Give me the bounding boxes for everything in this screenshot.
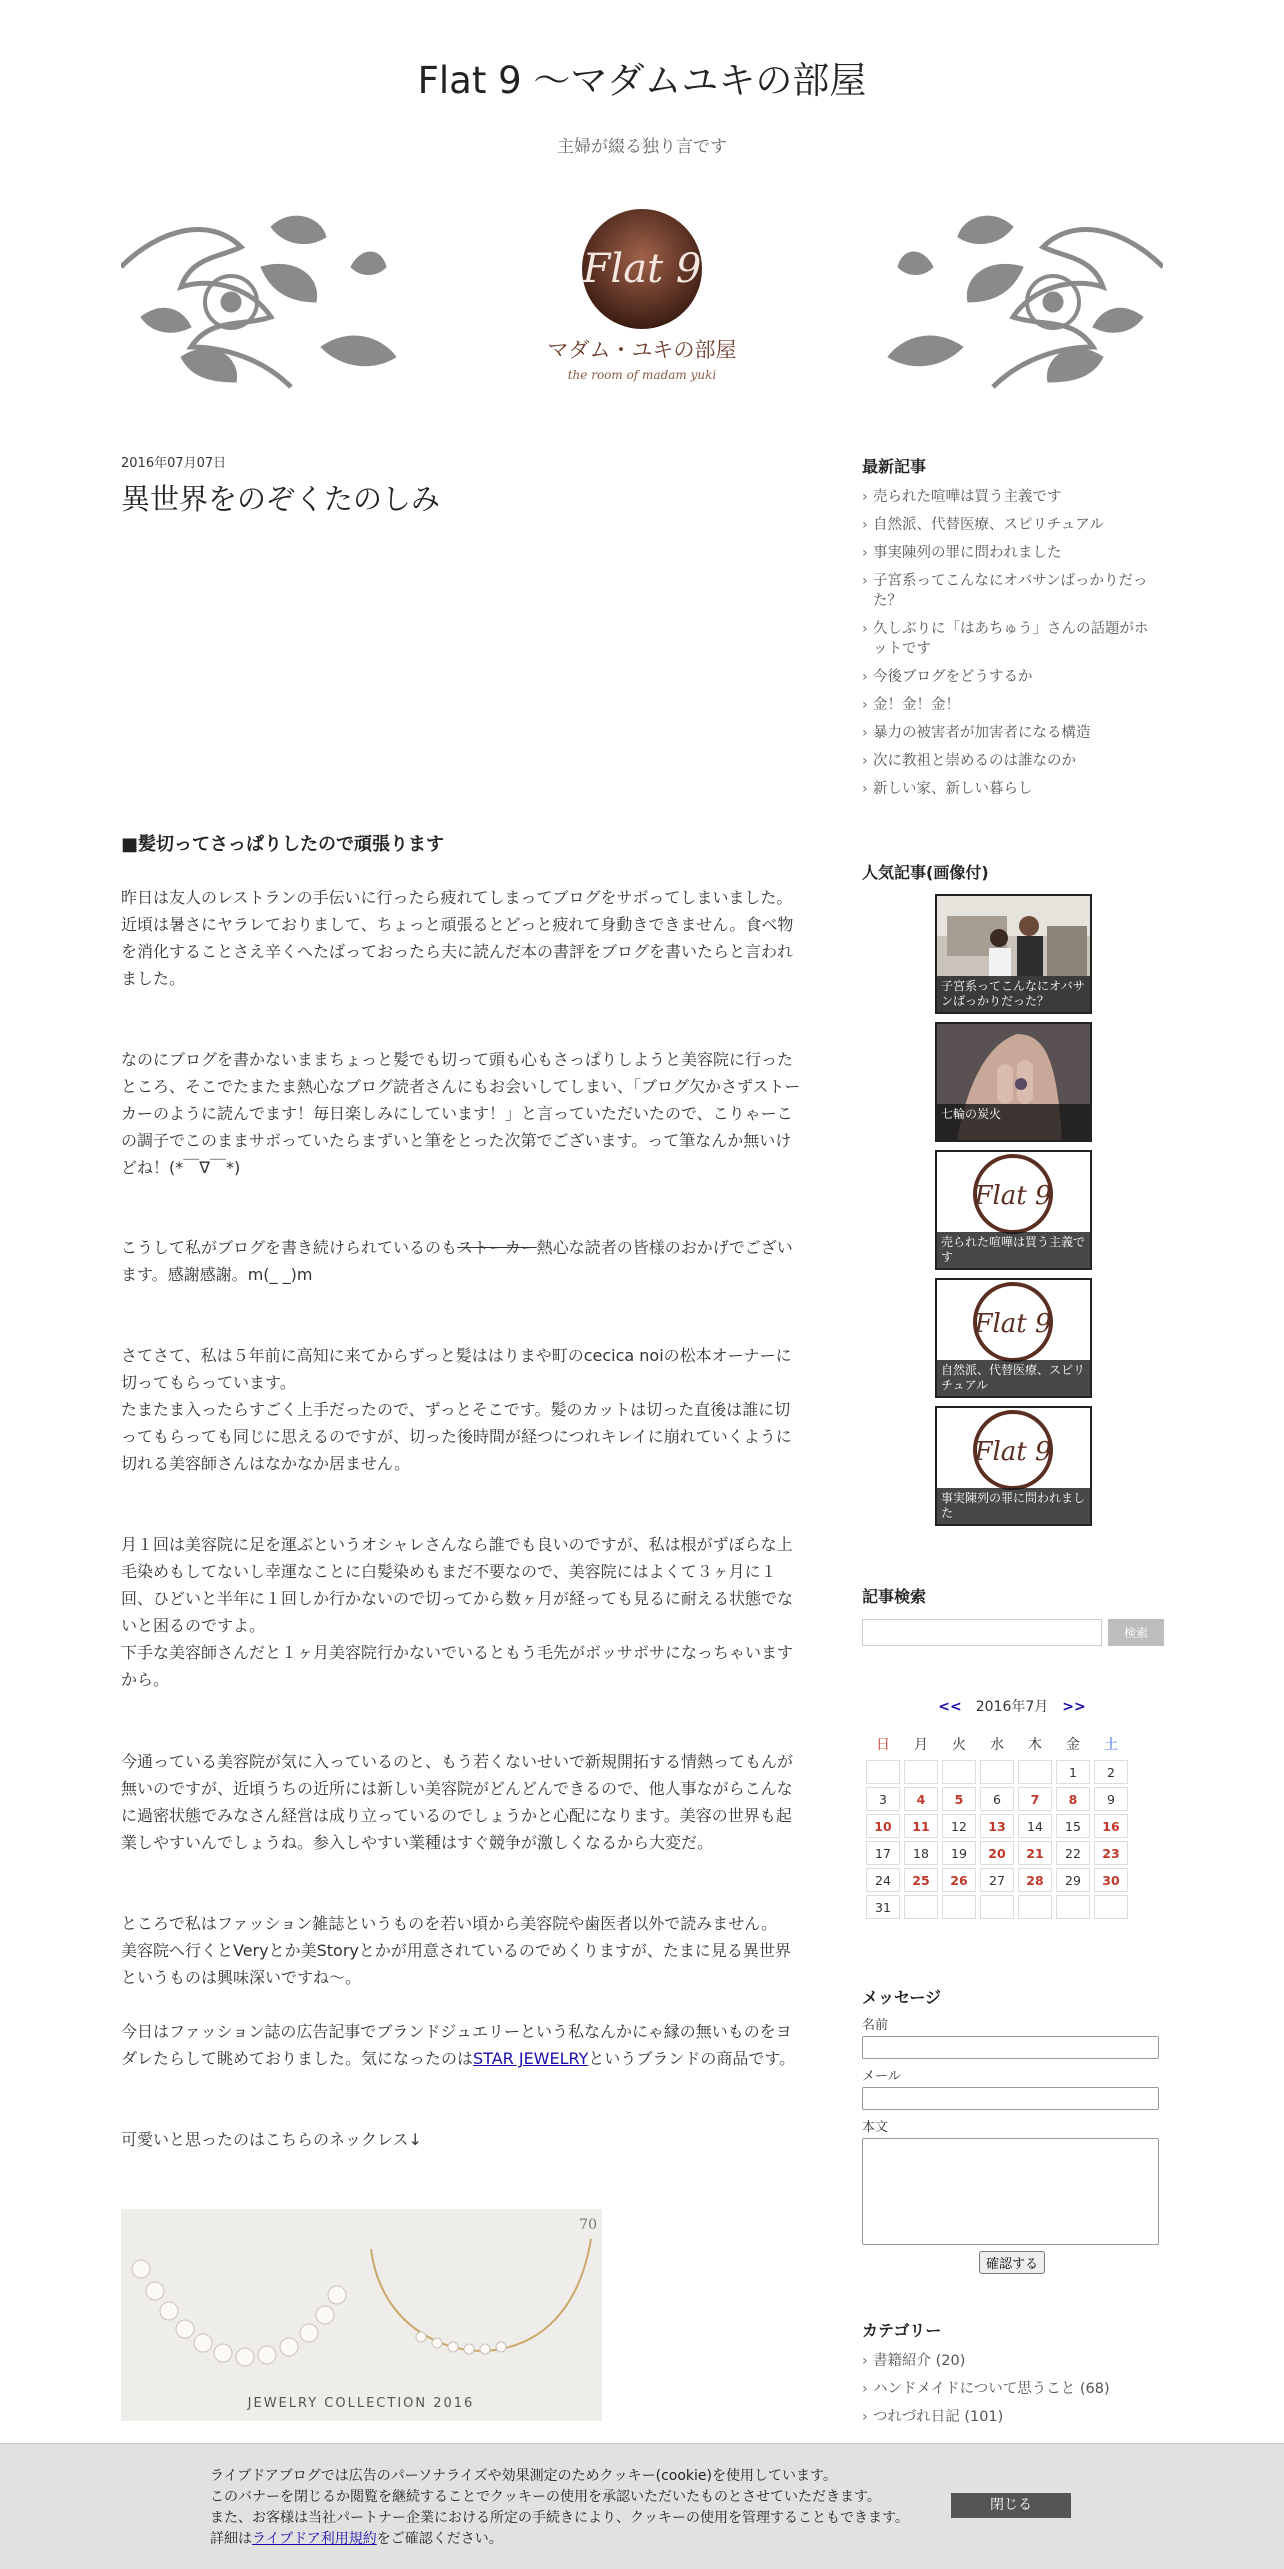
recent-post-link[interactable]: › 自然派、代替医療、スピリチュアル <box>862 515 1162 535</box>
necklace-image[interactable] <box>121 2209 602 2421</box>
calendar-next-link[interactable]: >> <box>1062 1699 1086 1715</box>
paragraph-9: 可愛いと思ったのはこちらのネックレス↓ <box>121 2130 422 2149</box>
calendar-day[interactable]: 16 <box>1094 1814 1128 1838</box>
calendar-prev-link[interactable]: << <box>938 1699 962 1715</box>
site-subtitle: 主婦が綴る独り言です <box>557 137 727 157</box>
article <box>121 452 801 2411</box>
calendar-day <box>980 1760 1014 1784</box>
calendar-table <box>862 1728 1132 1922</box>
popular-posts-title: 人気記事(画像付) <box>862 863 989 882</box>
body-textarea[interactable] <box>862 2138 1159 2245</box>
paragraph-4-line-a: さてさて、私は５年前に高知に来てからずっと髪ははりまや町のcecica noiの松本オーナーに切ってもらっています。 <box>121 1346 792 1392</box>
calendar-day[interactable]: 28 <box>1018 1868 1052 1892</box>
calendar-day[interactable]: 25 <box>904 1868 938 1892</box>
cookie-line: このバナーを閉じるか閲覧を継続することでクッキーの使用を承認いただいたものとさせていただきます。 <box>210 2489 881 2505</box>
calendar-widget <box>862 1696 1162 1936</box>
popular-posts-widget <box>862 860 1162 1530</box>
section-heading: ■髪切ってさっぱりしたので頑張ります <box>121 834 445 855</box>
calendar-day <box>1056 1895 1090 1919</box>
svg-text:Flat 9: Flat 9 <box>974 1181 1052 1211</box>
paragraph-5-line-b: 下手な美容師さんだと１ヶ月美容院行かないでいるともう毛先がボッサボサになっちゃいますから。 <box>121 1643 794 1689</box>
popular-post-card[interactable] <box>935 1406 1092 1526</box>
paragraph-3-start: こうして私がブログを書き続けられているのも <box>121 1238 458 1257</box>
popular-post-title: 事実陳列の罪に問われました <box>937 1488 1090 1524</box>
star-jewelry-link[interactable]: STAR JEWELRY <box>473 2049 589 2068</box>
paragraph-3 <box>121 1234 804 1288</box>
category-widget <box>862 2318 1162 2435</box>
site-banner[interactable] <box>121 207 1163 397</box>
calendar-day <box>980 1895 1014 1919</box>
calendar-day <box>942 1760 976 1784</box>
paragraph-7-line-a: ところで私はファッション雑誌というものを若い頃から美容院や歯医者以外で読みません。 <box>121 1914 778 1933</box>
recent-post-link[interactable]: › 事実陳列の罪に問われました <box>862 543 1162 563</box>
recent-post-link[interactable]: › 暴力の被害者が加害者になる構造 <box>862 723 1162 743</box>
calendar-month: 2016年7月 <box>975 1699 1049 1715</box>
search-widget <box>862 1584 1162 1654</box>
floral-ornament-left <box>121 216 396 387</box>
search-title: 記事検索 <box>862 1587 927 1606</box>
calendar-day[interactable]: 7 <box>1018 1787 1052 1811</box>
image-caption: JEWELRY COLLECTION 2016 <box>247 2396 475 2411</box>
calendar-day[interactable]: 5 <box>942 1787 976 1811</box>
search-button[interactable]: 検索 <box>1108 1619 1164 1646</box>
post-title[interactable]: 異世界をのぞくたのしみ <box>121 482 441 516</box>
message-title: メッセージ <box>862 1988 942 2007</box>
paragraph-8 <box>121 2018 804 2072</box>
category-link[interactable]: › 書籍紹介 (20) <box>862 2351 1162 2371</box>
svg-text:Flat 9: Flat 9 <box>974 1437 1052 1467</box>
cookie-line: ライブドアブログでは広告のパーソナライズや効果測定のためクッキー(cookie)を使用しています。 <box>210 2468 837 2484</box>
post-date: 2016年07月07日 <box>121 456 227 471</box>
paragraph-4-line-b: たまたま入ったらすごく上手だったので、ずっとそこです。髪のカットは切った直後は誰に切ってもらっても同じに思えるのですが、切った後時間が経つにつれキレイに崩れていくように切れる美容師さんはなかなか居ません。 <box>121 1400 792 1473</box>
category-link[interactable]: › つれづれ日記 (101) <box>862 2407 1162 2427</box>
banner-tagline: the room of madam yuki <box>567 368 717 382</box>
recent-posts-title: 最新記事 <box>862 457 927 476</box>
banner-site-name: マダム・ユキの部屋 <box>547 338 737 362</box>
floral-ornament-right <box>888 216 1163 387</box>
cookie-line <box>210 2529 930 2550</box>
calendar-day[interactable]: 10 <box>866 1814 900 1838</box>
popular-post-card[interactable] <box>935 1022 1092 1142</box>
recent-post-link[interactable]: › 久しぶりに「はあちゅう」さんの話題がホットです <box>862 619 1162 659</box>
calendar-day: 29 <box>1056 1868 1090 1892</box>
calendar-nav <box>862 1696 1162 1716</box>
cookie-text <box>210 2466 930 2550</box>
paragraph-5 <box>121 1531 804 1693</box>
calendar-weekday: 火 <box>952 1737 966 1753</box>
recent-post-link[interactable]: › 新しい家、新しい暮らし <box>862 779 1162 799</box>
paragraph-3-end: 熱心な読者の皆様のおかげでございます。感謝感謝。m(_ _)m <box>121 1238 793 1284</box>
calendar-day: 9 <box>1094 1787 1128 1811</box>
strikethrough-text: ストーカー <box>457 1238 537 1257</box>
name-field[interactable] <box>862 2036 1159 2059</box>
calendar-day: 1 <box>1056 1760 1090 1784</box>
terms-link[interactable]: ライブドア利用規約 <box>252 2531 377 2547</box>
calendar-day <box>1018 1760 1052 1784</box>
calendar-day: 6 <box>980 1787 1014 1811</box>
svg-text:Flat 9: Flat 9 <box>974 1309 1052 1339</box>
calendar-day: 14 <box>1018 1814 1052 1838</box>
message-widget <box>862 1985 1162 2274</box>
calendar-day[interactable]: 20 <box>980 1841 1014 1865</box>
calendar-weekday: 月 <box>914 1737 928 1753</box>
popular-post-card[interactable] <box>935 894 1092 1014</box>
name-label: 名前 <box>862 2018 889 2033</box>
calendar-weekday: 木 <box>1028 1737 1042 1753</box>
calendar-day <box>942 1895 976 1919</box>
cookie-line-end: をご確認ください。 <box>376 2531 503 2547</box>
calendar-day: 17 <box>866 1841 900 1865</box>
recent-post-link[interactable]: › 子宮系ってこんなにオバサンばっかりだった？ <box>862 571 1162 611</box>
calendar-day <box>1018 1895 1052 1919</box>
calendar-day <box>1094 1895 1128 1919</box>
calendar-day[interactable]: 26 <box>942 1868 976 1892</box>
calendar-weekday: 水 <box>990 1737 1004 1753</box>
image-corner-mark: 70 <box>579 2217 597 2233</box>
site-title[interactable]: Flat 9 〜マダムユキの部屋 <box>417 59 867 102</box>
calendar-day: 27 <box>980 1868 1014 1892</box>
calendar-day: 15 <box>1056 1814 1090 1838</box>
popular-post-title: 自然派、代替医療、スピリチュアル <box>937 1360 1090 1396</box>
calendar-day: 3 <box>866 1787 900 1811</box>
recent-post-link[interactable]: › 金！金！金！ <box>862 695 1162 715</box>
recent-post-link[interactable]: › 次に教祖と崇めるのは誰なのか <box>862 751 1162 771</box>
calendar-day: 31 <box>866 1895 900 1919</box>
cookie-banner <box>0 2443 1284 2569</box>
calendar-weekday: 金 <box>1066 1737 1080 1753</box>
recent-post-link[interactable]: › 売られた喧嘩は買う主義です <box>862 487 1162 507</box>
paragraph-2: なのにブログを書かないままちょっと髪でも切って頭も心もさっぱりしようと美容院に行ったところ、そこでたまたま熱心なブログ読者さんにもお会いしてしまい、「ブログ欠かさずストーカーのように読んでます！毎日楽しみにしています！」と言っていただいたので、こりゃーこの調子でこのままサボっていたらまずいと筆をとった次第でございます。って筆なんか無いけどね！(*￣∇￣*) <box>121 1050 801 1177</box>
recent-post-link[interactable]: › 今後ブログをどうするか <box>862 667 1162 687</box>
recent-posts-widget <box>862 454 1162 807</box>
calendar-day: 18 <box>904 1841 938 1865</box>
calendar-day[interactable]: 30 <box>1094 1868 1128 1892</box>
popular-post-title: 売られた喧嘩は買う主義です <box>937 1232 1090 1268</box>
paragraph-8-end: というブランドの商品です。 <box>588 2049 796 2068</box>
category-link[interactable]: › ハンドメイドについて思うこと (68) <box>862 2379 1162 2399</box>
calendar-weekday: 土 <box>1104 1737 1118 1753</box>
calendar-day: 2 <box>1094 1760 1128 1784</box>
calendar-day[interactable]: 21 <box>1018 1841 1052 1865</box>
mail-field[interactable] <box>862 2087 1159 2110</box>
paragraph-1: 昨日は友人のレストランの手伝いに行ったら疲れてしまってブログをサボってしまいました。近頃は暑さにヤラレておりまして、ちょっと頑張るとどっと疲れて身動きできません。食べ物を消化することさえ辛くへたばっておったら夫に読んだ本の書評をブログを書いたらと言われました。 <box>121 888 794 988</box>
calendar-day: 19 <box>942 1841 976 1865</box>
mail-label: メール <box>862 2069 901 2084</box>
confirm-button[interactable]: 確認する <box>979 2251 1045 2274</box>
popular-post-title: 子宮系ってこんなにオバサンばっかりだった？ <box>937 976 1090 1012</box>
calendar-day <box>866 1760 900 1784</box>
calendar-day[interactable]: 4 <box>904 1787 938 1811</box>
calendar-day[interactable]: 23 <box>1094 1841 1128 1865</box>
category-title: カテゴリー <box>862 2321 942 2340</box>
calendar-weekday: 日 <box>876 1737 890 1753</box>
paragraph-7-line-b: 美容院へ行くとVeryとか美Storyとかが用意されているのでめくりますが、たまに見る異世界というものは興味深いですね〜。 <box>121 1941 791 1987</box>
paragraph-5-line-a: 月１回は美容院に足を運ぶというオシャレさんなら誰でも良いのですが、私は根がずぼらな上毛染めもしてないし幸運なことに白髪染めもまだ不要なので、美容院にはよくて３ヶ月に１回、ひどいと半年に１回しか行かないので切ってから数ヶ月が経っても見るに耐える状態でないと困るのですよ。 <box>121 1535 794 1635</box>
cookie-line: また、お客様は当社パートナー企業における所定の手続きにより、クッキーの使用を管理することもできます。 <box>210 2510 909 2526</box>
popular-post-card[interactable] <box>935 1150 1092 1270</box>
cookie-line-start: 詳細は <box>210 2531 252 2547</box>
calendar-day: 12 <box>942 1814 976 1838</box>
calendar-day: 24 <box>866 1868 900 1892</box>
calendar-day[interactable]: 13 <box>980 1814 1014 1838</box>
calendar-day <box>904 1895 938 1919</box>
paragraph-7 <box>121 1910 804 1991</box>
banner-logo-text: Flat 9 <box>582 246 702 292</box>
calendar-day[interactable]: 8 <box>1056 1787 1090 1811</box>
search-input[interactable] <box>862 1619 1102 1646</box>
paragraph-6: 今通っている美容院が気に入っているのと、もう若くないせいで新規開拓する情熱ってもんが無いのですが、近頃うちの近所には新しい美容院がどんどんできるので、他人事ながらこんなに過密状態でみなさん経営は成り立っているのでしょうかと心配になります。美容の世界も起業しやすいんでしょうね。参入しやすい業種はすぐ競争が激しくなるから大変だ。 <box>121 1752 794 1852</box>
calendar-day: 22 <box>1056 1841 1090 1865</box>
paragraph-8-start: 今日はファッション誌の広告記事でブランドジュエリーという私なんかにゃ縁の無いものをヨダレたらして眺めておりました。気になったのは <box>121 2022 792 2068</box>
cookie-close-button[interactable]: 閉じる <box>951 2493 1071 2518</box>
popular-post-card[interactable] <box>935 1278 1092 1398</box>
popular-post-title: 七輪の炭火 <box>937 1104 1090 1140</box>
calendar-day[interactable]: 11 <box>904 1814 938 1838</box>
body-label: 本文 <box>862 2120 889 2135</box>
calendar-day <box>904 1760 938 1784</box>
paragraph-4 <box>121 1342 804 1477</box>
